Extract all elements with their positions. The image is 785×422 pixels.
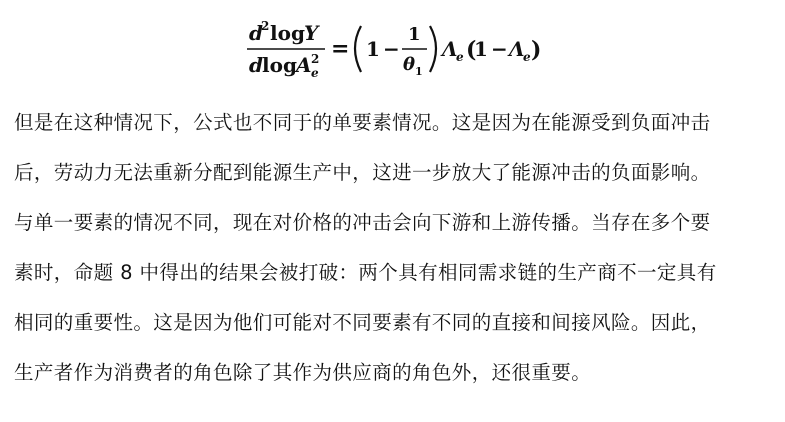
minus-second: −	[490, 37, 508, 61]
equation-graphic	[243, 12, 543, 84]
paragraph-line-6: 生产者作为消费者的角色除了其作为供应商的角色外，还很重要。	[14, 361, 592, 384]
body-paragraph	[14, 98, 774, 398]
numerator-d: d	[248, 21, 263, 45]
denominator-a: A	[295, 53, 312, 77]
right-paren-large	[430, 26, 436, 72]
numerator-log: log	[269, 21, 305, 45]
denominator-d: d	[248, 53, 263, 77]
lambda-first: Λ	[441, 37, 458, 61]
one-second: 1	[473, 37, 488, 61]
paragraph-line-5: 相同的重要性。这是因为他们可能对不同要素有不同的直接和间接风险。因此，	[14, 311, 711, 334]
denominator-a-exponent: 2	[310, 52, 319, 66]
denominator-a-subscript: e	[310, 66, 319, 80]
lambda-second: Λ	[508, 37, 525, 61]
theta-symbol: θ	[402, 54, 415, 75]
numerator-y: Y	[303, 21, 318, 45]
one-first: 1	[365, 37, 380, 61]
numerator-exponent: 2	[260, 19, 269, 33]
left-paren-small: (	[465, 37, 476, 63]
lambda-first-subscript: e	[455, 50, 464, 64]
paragraph-line-3: 与单一要素的情况不同，现在对价格的冲击会向下游和上游传播。当存在多个要	[14, 211, 711, 234]
left-paren-large	[355, 26, 361, 72]
minus-first: −	[382, 37, 400, 61]
paragraph-line-2: 后，劳动力无法重新分配到能源生产中，这进一步放大了能源冲击的负面影响。	[14, 161, 711, 184]
theta-subscript: 1	[414, 65, 423, 78]
lambda-second-subscript: e	[522, 50, 531, 64]
equals-sign: =	[330, 36, 349, 62]
equation	[0, 12, 785, 84]
paragraph-line-4: 素时，命题 8 中得出的结果会被打破：两个具有相同需求链的生产商不一定具有	[14, 261, 717, 284]
right-paren-small: )	[530, 37, 541, 63]
paragraph-line-1: 但是在这种情况下，公式也不同于的单要素情况。这是因为在能源受到负面冲击	[14, 111, 711, 134]
fraction-numerator-one: 1	[407, 24, 421, 45]
denominator-log: log	[261, 53, 297, 77]
